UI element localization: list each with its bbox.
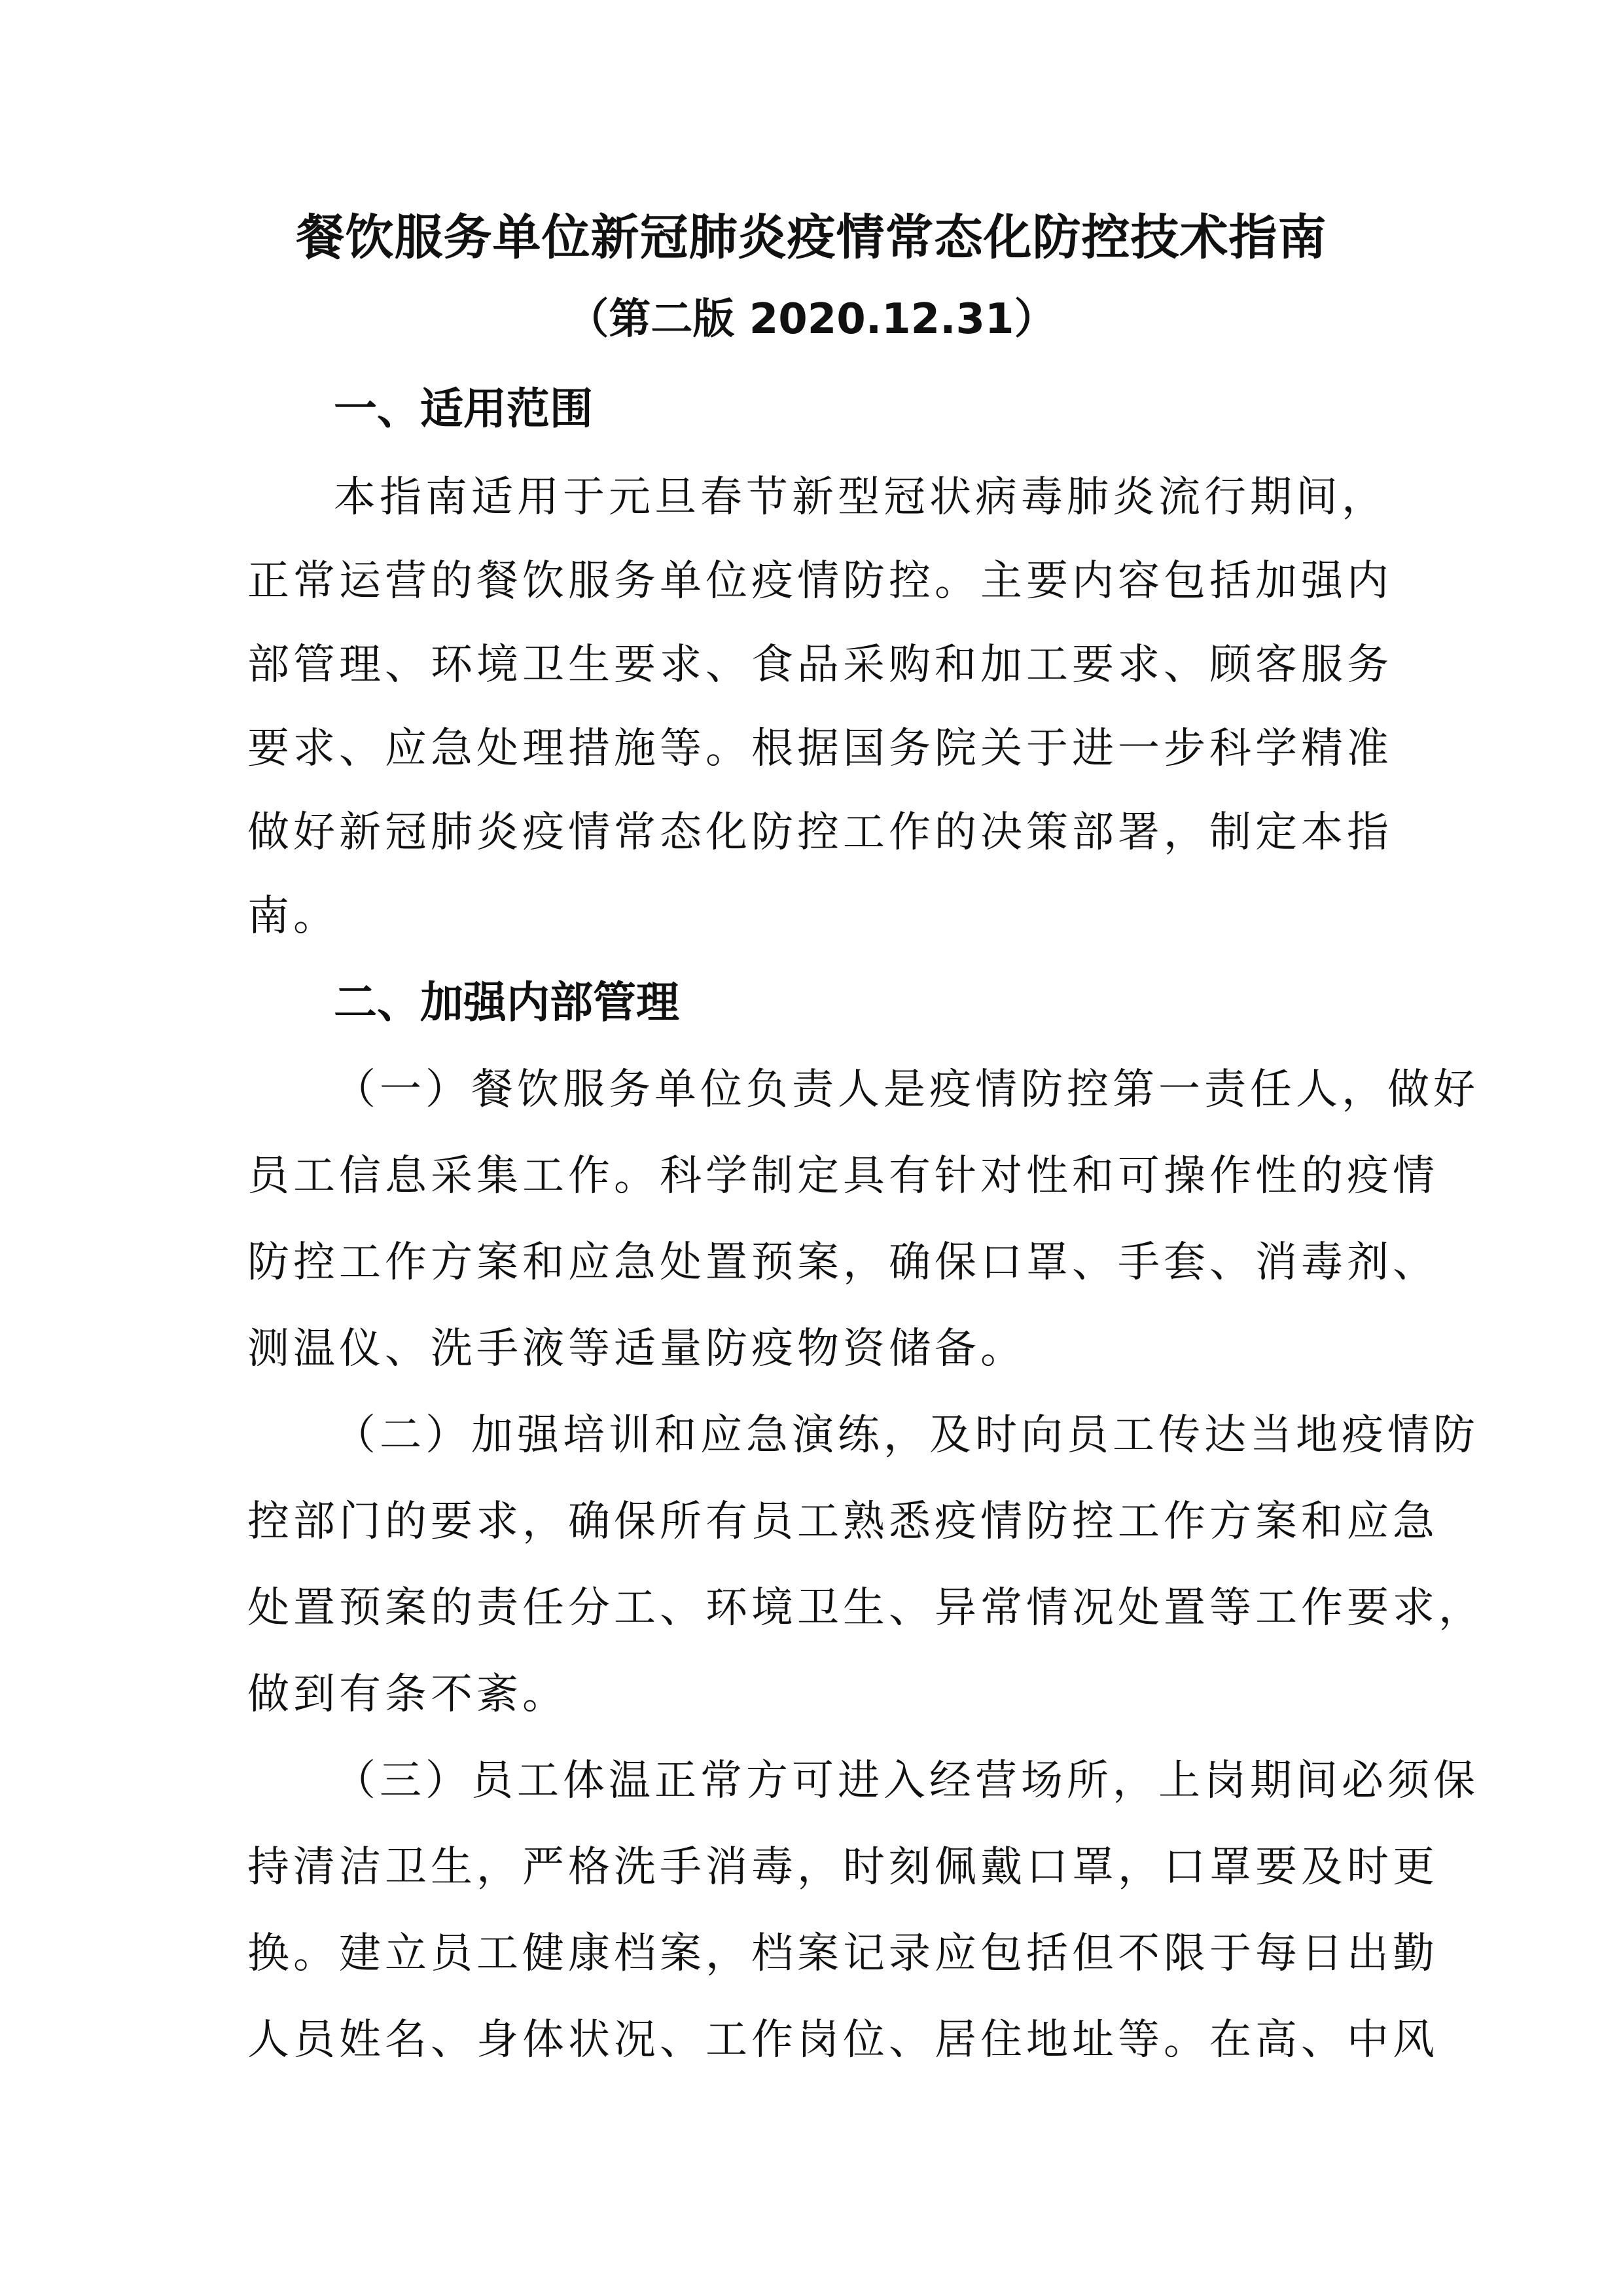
paragraph-line: 控部门的要求，确保所有员工熟悉疫情防控工作方案和应急 — [247, 1498, 1438, 1546]
paragraph-line: 持清洁卫生，严格洗手消毒，时刻佩戴口罩，口罩要及时更 — [247, 1843, 1438, 1892]
paragraph-line: （三）员工体温正常方可进入经营场所，上岗期间必须保 — [334, 1757, 1479, 1805]
paragraph-line: 防控工作方案和应急处置预案，确保口罩、手套、消毒剂、 — [247, 1238, 1438, 1287]
paragraph-line: 换。建立员工健康档案，档案记录应包括但不限于每日出勤 — [247, 1929, 1438, 1978]
paragraph-line: 本指南适用于元旦春节新型冠状病毒肺炎流行期间， — [334, 473, 1387, 522]
document-subtitle: （第二版 2020.12.31） — [567, 295, 1056, 344]
paragraph-line: 正常运营的餐饮服务单位疫情防控。主要内容包括加强内 — [247, 557, 1393, 605]
paragraph-line: （一）餐饮服务单位负责人是疫情防控第一责任人，做好 — [334, 1066, 1479, 1114]
paragraph-line: 员工信息采集工作。科学制定具有针对性和可操作性的疫情 — [247, 1152, 1438, 1200]
paragraph-line: 做到有条不紊。 — [247, 1670, 568, 1719]
section-heading-scope: 一、适用范围 — [334, 384, 593, 434]
section-heading-internal-management: 二、加强内部管理 — [334, 977, 679, 1028]
paragraph-line: （二）加强培训和应急演练，及时向员工传达当地疫情防 — [334, 1411, 1479, 1460]
paragraph-line: 部管理、环境卫生要求、食品采购和加工要求、顾客服务 — [247, 641, 1393, 689]
paragraph-line: 南。 — [247, 892, 339, 941]
paragraph-line: 人员姓名、身体状况、工作岗位、居住地址等。在高、中风 — [247, 2016, 1438, 2064]
paragraph-line: 要求、应急处理措施等。根据国务院关于进一步科学精准 — [247, 725, 1393, 773]
paragraph-line: 做好新冠肺炎疫情常态化防控工作的决策部署，制定本指 — [247, 808, 1393, 857]
paragraph-line: 处置预案的责任分工、环境卫生、异常情况处置等工作要求， — [247, 1584, 1484, 1632]
document-title: 餐饮服务单位新冠肺炎疫情常态化防控技术指南 — [296, 209, 1327, 266]
paragraph-line: 测温仪、洗手液等适量防疫物资储备。 — [247, 1325, 1026, 1373]
